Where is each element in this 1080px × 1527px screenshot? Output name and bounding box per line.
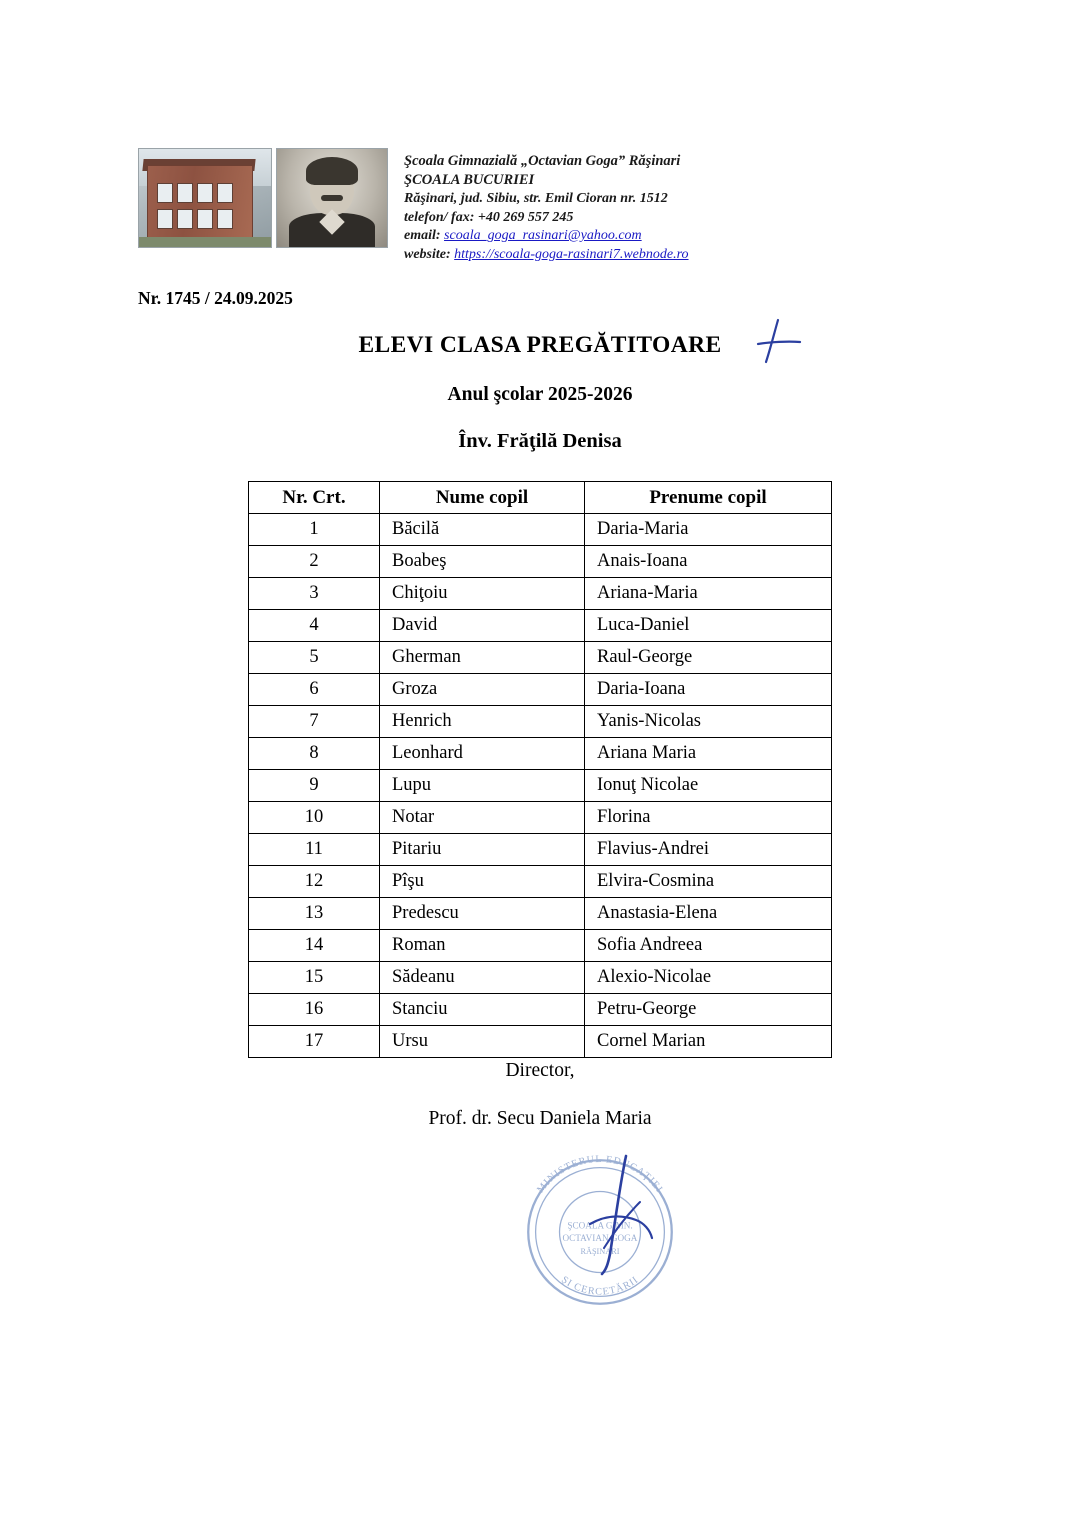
email-label: email: [404, 228, 441, 244]
table-row [249, 578, 832, 610]
table-row [249, 514, 832, 546]
website-label: website: [404, 246, 451, 262]
cell-lastname: Pîşu [380, 866, 585, 898]
table-header-row [249, 482, 832, 514]
table-row [249, 802, 832, 834]
cell-index: 5 [249, 642, 380, 674]
table-row [249, 1026, 832, 1058]
cell-lastname: Gherman [380, 642, 585, 674]
cell-index: 7 [249, 706, 380, 738]
cell-firstname: Raul-George [585, 642, 832, 674]
cell-firstname: Anastasia-Elena [585, 898, 832, 930]
cell-lastname: Stanciu [380, 994, 585, 1026]
school-name-line: Şcoala Gimnazială „Octavian Goga” Răşinari [404, 153, 681, 169]
cell-lastname: Ursu [380, 1026, 585, 1058]
cell-index: 17 [249, 1026, 380, 1058]
octavian-goga-portrait [276, 148, 388, 248]
cell-firstname: Ariana Maria [585, 738, 832, 770]
school-address-line: Răşinari, jud. Sibiu, str. Emil Cioran nr. 1512 [404, 191, 668, 207]
cell-index: 4 [249, 610, 380, 642]
cell-firstname: Daria-Ioana [585, 674, 832, 706]
school-website-line [404, 246, 689, 264]
school-year-title: Anul şcolar 2025-2026 [447, 384, 633, 405]
students-table-body [249, 514, 832, 1058]
cell-firstname: Elvira-Cosmina [585, 866, 832, 898]
cell-index: 16 [249, 994, 380, 1026]
cell-index: 13 [249, 898, 380, 930]
cell-index: 2 [249, 546, 380, 578]
students-table [248, 481, 832, 1058]
email-link[interactable]: scoala_goga_rasinari@yahoo.com [444, 228, 642, 244]
column-header-lastname: Nume copil [380, 482, 585, 514]
table-row [249, 642, 832, 674]
svg-text:OCTAVIAN GOGA: OCTAVIAN GOGA [562, 1233, 638, 1244]
cell-lastname: Sădeanu [380, 962, 585, 994]
table-row [249, 770, 832, 802]
cell-firstname: Florina [585, 802, 832, 834]
cell-firstname: Anais-Ioana [585, 546, 832, 578]
director-name: Prof. dr. Secu Daniela Maria [428, 1108, 652, 1129]
cell-lastname: David [380, 610, 585, 642]
cell-firstname: Sofia Andreea [585, 930, 832, 962]
column-header-index: Nr. Crt. [249, 482, 380, 514]
svg-text:ŞI CERCETĂRII: ŞI CERCETĂRII [559, 1274, 641, 1298]
table-row [249, 738, 832, 770]
students-table-wrapper [248, 481, 832, 1058]
cell-index: 14 [249, 930, 380, 962]
page-title: ELEVI CLASA PREGĂTITOARE [358, 332, 722, 358]
school-motto-line: ŞCOALA BUCURIEI [404, 172, 535, 189]
cell-lastname: Groza [380, 674, 585, 706]
cell-firstname: Daria-Maria [585, 514, 832, 546]
table-row [249, 834, 832, 866]
cell-lastname: Pitariu [380, 834, 585, 866]
cell-lastname: Leonhard [380, 738, 585, 770]
table-row [249, 994, 832, 1026]
cell-lastname: Roman [380, 930, 585, 962]
cell-firstname: Ionuţ Nicolae [585, 770, 832, 802]
school-phone-line: telefon/ fax: +40 269 557 245 [404, 209, 574, 225]
teacher-name-title: Înv. Frăţilă Denisa [458, 430, 622, 452]
table-row [249, 866, 832, 898]
cell-firstname: Petru-George [585, 994, 832, 1026]
cell-lastname: Notar [380, 802, 585, 834]
cell-index: 1 [249, 514, 380, 546]
table-row [249, 674, 832, 706]
column-header-firstname: Prenume copil [585, 482, 832, 514]
svg-text:MINISTERUL EDUCAŢIEI: MINISTERUL EDUCAŢIEI [535, 1154, 665, 1196]
cell-firstname: Ariana-Maria [585, 578, 832, 610]
director-signature [560, 1150, 690, 1280]
table-row [249, 610, 832, 642]
cell-firstname: Cornel Marian [585, 1026, 832, 1058]
letterhead [138, 148, 689, 264]
cell-firstname: Luca-Daniel [585, 610, 832, 642]
cell-index: 9 [249, 770, 380, 802]
cell-index: 12 [249, 866, 380, 898]
table-row [249, 706, 832, 738]
cell-firstname: Alexio-Nicolae [585, 962, 832, 994]
table-row [249, 546, 832, 578]
svg-text:ŞCOALA GIMN.: ŞCOALA GIMN. [567, 1220, 633, 1231]
cell-index: 8 [249, 738, 380, 770]
cell-lastname: Boabeş [380, 546, 585, 578]
table-row [249, 898, 832, 930]
school-building-photo [138, 148, 272, 248]
school-contact-block [404, 148, 689, 264]
table-row [249, 962, 832, 994]
cell-lastname: Chiţoiu [380, 578, 585, 610]
cell-lastname: Lupu [380, 770, 585, 802]
cell-index: 10 [249, 802, 380, 834]
registration-number: Nr. 1745 / 24.09.2025 [138, 288, 293, 308]
cell-index: 6 [249, 674, 380, 706]
director-label: Director, [505, 1060, 575, 1081]
cell-firstname: Yanis-Nicolas [585, 706, 832, 738]
website-link[interactable]: https://scoala-goga-rasinari7.webnode.ro [454, 246, 689, 262]
cell-lastname: Predescu [380, 898, 585, 930]
cell-lastname: Băcilă [380, 514, 585, 546]
official-round-stamp [508, 1140, 692, 1324]
table-row [249, 930, 832, 962]
cell-index: 11 [249, 834, 380, 866]
cell-firstname: Flavius-Andrei [585, 834, 832, 866]
school-email-line [404, 227, 689, 245]
cell-index: 15 [249, 962, 380, 994]
cell-lastname: Henrich [380, 706, 585, 738]
svg-text:RĂŞINARI: RĂŞINARI [580, 1247, 620, 1257]
cell-index: 3 [249, 578, 380, 610]
